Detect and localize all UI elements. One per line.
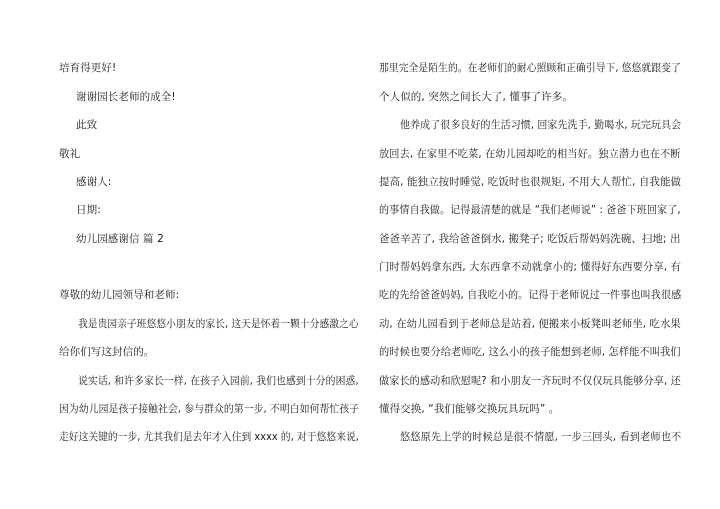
text-line: 爸爸辛苦了, 我给爸爸倒水, 搬凳子; 吃饭后帮妈妈洗碗、扫地; 出 bbox=[379, 233, 681, 245]
text-line: 给你们写这封信的。 bbox=[59, 346, 155, 358]
text-line: 走好这关键的一步, 尤其我们是去年才入住到 xxxx 的, 对于悠悠来说, bbox=[59, 431, 359, 443]
text-line: 做家长的感动和欣慰呢? 和小朋友一齐玩时不仅仅玩具能够分享, 还 bbox=[379, 375, 681, 387]
text-line: 此致 bbox=[76, 119, 98, 131]
text-line: 提高, 能独立按时睡觉, 吃饭时也很规矩, 不用大人帮忙, 自我能做 bbox=[379, 176, 682, 188]
text-line: 个人似的, 突然之间长大了, 懂事了许多。 bbox=[379, 91, 573, 103]
text-line: 敬礼 bbox=[59, 148, 81, 160]
text-line: 日期: bbox=[76, 204, 101, 216]
section-heading: 幼儿园感谢信 篇 2 bbox=[76, 233, 164, 245]
text-line: 感谢人: bbox=[76, 176, 112, 188]
text-line: 他养成了很多良好的生活习惯, 回家先洗手, 勤喝水, 玩完玩具会 bbox=[400, 119, 682, 131]
text-line: 因为幼儿园是孩子接触社会, 参与群众的第一步, 不明白如何帮忙孩子 bbox=[59, 403, 360, 415]
text-line: 吃的先给爸爸妈妈, 自我吃小的。记得于老师说过一件事也叫我很感 bbox=[379, 289, 682, 301]
text-line: 懂得交换, “我们能够交换玩具玩吗” 。 bbox=[379, 403, 560, 415]
text-line: 门时帮妈妈拿东西, 大东西拿不动就拿小的; 懂得好东西要分享, 有 bbox=[379, 261, 682, 273]
text-line: 动, 在幼儿园看到于老师总是站着, 便搬来小板凳叫老师坐, 吃水果 bbox=[379, 318, 681, 330]
salutation: 尊敬的幼儿园领导和老师: bbox=[59, 289, 180, 301]
text-line: 说实话, 和许多家长一样, 在孩子入园前, 我们也感到十分的困惑, bbox=[78, 375, 359, 387]
text-line: 我是贵园亲子班悠悠小朋友的家长, 这天是怀着一颗十分感激之心 bbox=[78, 318, 359, 330]
text-line: 培育得更好! bbox=[59, 62, 117, 74]
text-line: 谢谢园长老师的成全! bbox=[76, 91, 176, 103]
text-line: 悠悠原先上学的时候总是很不情愿, 一步三回头, 看到老师也不 bbox=[400, 431, 682, 443]
text-line: 的时候也要分给老师吃, 这么小的孩子能想到老师, 怎样能不叫我们 bbox=[379, 346, 681, 358]
text-line: 放回去, 在家里不吃菜, 在幼儿园却吃的相当好。独立潜力也在不断 bbox=[379, 148, 681, 160]
text-line: 那里完全是陌生的。在老师们的耐心照顾和正确引导下, 悠悠就跟变了 bbox=[379, 62, 681, 74]
text-line: 的事情自我做。记得最清楚的就是 “我们老师说” : 爸爸下班回家了, bbox=[379, 204, 681, 216]
